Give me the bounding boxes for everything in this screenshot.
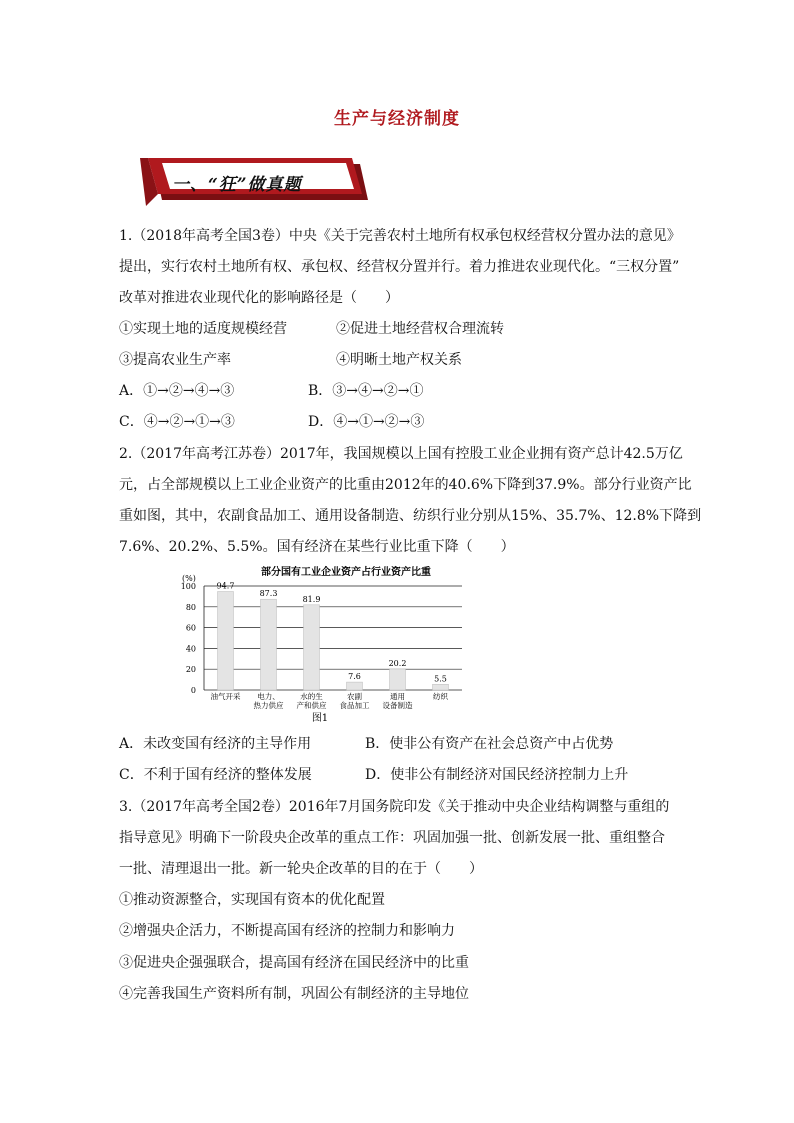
q1-item-3: ③提高农业生产率 — [119, 352, 231, 368]
q3-item-4: ④完善我国生产资料所有制，巩固公有制经济的主导地位 — [119, 986, 469, 1002]
page-title: 生产与经济制度 — [334, 109, 460, 129]
bar — [304, 605, 320, 690]
chart-title: 部分国有工业企业资产占行业资产比重 — [261, 567, 431, 578]
data-label: 7.6 — [348, 672, 361, 682]
y-tick-label: 20 — [185, 665, 196, 675]
q2-line-3: 重如图，其中，农副食品加工、通用设备制造、纺织行业分别从15%、35.7%、12.8%下降到 — [119, 508, 702, 524]
chart-ylabel: (%) — [182, 574, 196, 583]
q1-line-3: 改革对推进农业现代化的影响路径是（ ） — [119, 290, 399, 306]
q3-item-2: ②增强央企活力，不断提高国有经济的控制力和影响力 — [119, 923, 455, 939]
y-tick-label: 0 — [190, 686, 196, 695]
category-label: 农副 — [347, 692, 362, 701]
bar — [261, 599, 277, 690]
category-label: 食品加工 — [339, 701, 370, 710]
bar — [433, 684, 449, 690]
q3-line-1: 3.（2017年高考全国2卷）2016年7月国务院印发《关于推动中央企业结构调整与重组的 — [119, 799, 670, 815]
q2-line-1: 2.（2017年高考江苏卷）2017年，我国规模以上国有控股工业企业拥有资产总计42.5万亿 — [119, 446, 683, 462]
y-tick-label: 100 — [180, 582, 196, 591]
q2-line-2: 元，占全部规模以上工业企业资产的比重由2012年的40.6%下降到37.9%。部分行业资产比 — [119, 477, 692, 493]
bar — [390, 669, 406, 690]
q2-option-b[interactable]: B．使非公有资产在社会总资产中占优势 — [365, 736, 614, 752]
y-tick-label: 60 — [185, 623, 196, 633]
category-label: 通用 — [390, 692, 405, 701]
q3-item-3: ③促进央企强强联合，提高国有经济在国民经济中的比重 — [119, 955, 469, 971]
q1-option-b[interactable]: B．③→④→②→① — [308, 383, 424, 399]
category-label: 设备制造 — [382, 701, 413, 710]
category-label: 油气开采 — [210, 692, 241, 701]
q2-option-d[interactable]: D．使非公有制经济对国民经济控制力上升 — [365, 767, 629, 783]
category-label: 水的生 — [300, 692, 323, 701]
category-label: 电力、 — [257, 692, 280, 701]
y-tick-label: 40 — [185, 644, 196, 654]
data-label: 87.3 — [259, 589, 278, 599]
q1-item-2: ②促进土地经营权合理流转 — [336, 321, 504, 337]
q1-item-4: ④明晰土地产权关系 — [336, 352, 462, 368]
q1-item-1: ①实现土地的适度规模经营 — [119, 321, 287, 337]
bar-chart — [170, 562, 470, 732]
y-tick-label: 80 — [185, 602, 196, 612]
q3-item-1: ①推动资源整合，实现国有资本的优化配置 — [119, 892, 385, 908]
bar — [218, 592, 234, 690]
bar — [347, 682, 363, 690]
q1-option-a[interactable]: A．①→②→④→③ — [119, 383, 235, 399]
data-label: 94.7 — [216, 581, 235, 591]
q1-line-1: 1.（2018年高考全国3卷）中央《关于完善农村土地所有权承包权经营权分置办法的意见》 — [119, 228, 681, 244]
q1-option-c[interactable]: C．④→②→①→③ — [119, 414, 235, 430]
category-label: 产和供应 — [296, 701, 327, 710]
q1-line-2: 提出，实行农村土地所有权、承包权、经营权分置并行。着力推进农业现代化。“三权分置” — [119, 259, 680, 275]
category-label: 热力供应 — [253, 701, 284, 710]
q2-option-a[interactable]: A．未改变国有经济的主导作用 — [119, 736, 312, 752]
section-heading: 一、“狂”做真题 — [172, 175, 302, 195]
q3-line-2: 指导意见》明确下一阶段央企改革的重点工作：巩固加强一批、创新发展一批、重组整合 — [119, 830, 665, 846]
q1-option-d[interactable]: D．④→①→②→③ — [308, 414, 425, 430]
q2-line-4: 7.6%、20.2%、5.5%。国有经济在某些行业比重下降（ ） — [119, 539, 515, 555]
data-label: 5.5 — [434, 674, 447, 684]
data-label: 20.2 — [388, 658, 407, 668]
data-label: 81.9 — [302, 594, 321, 604]
category-label: 纺织 — [433, 692, 448, 701]
q3-line-3: 一批、清理退出一批。新一轮央企改革的目的在于（ ） — [119, 861, 483, 877]
chart-caption: 图1 — [311, 713, 329, 724]
q2-option-c[interactable]: C．不利于国有经济的整体发展 — [119, 767, 312, 783]
